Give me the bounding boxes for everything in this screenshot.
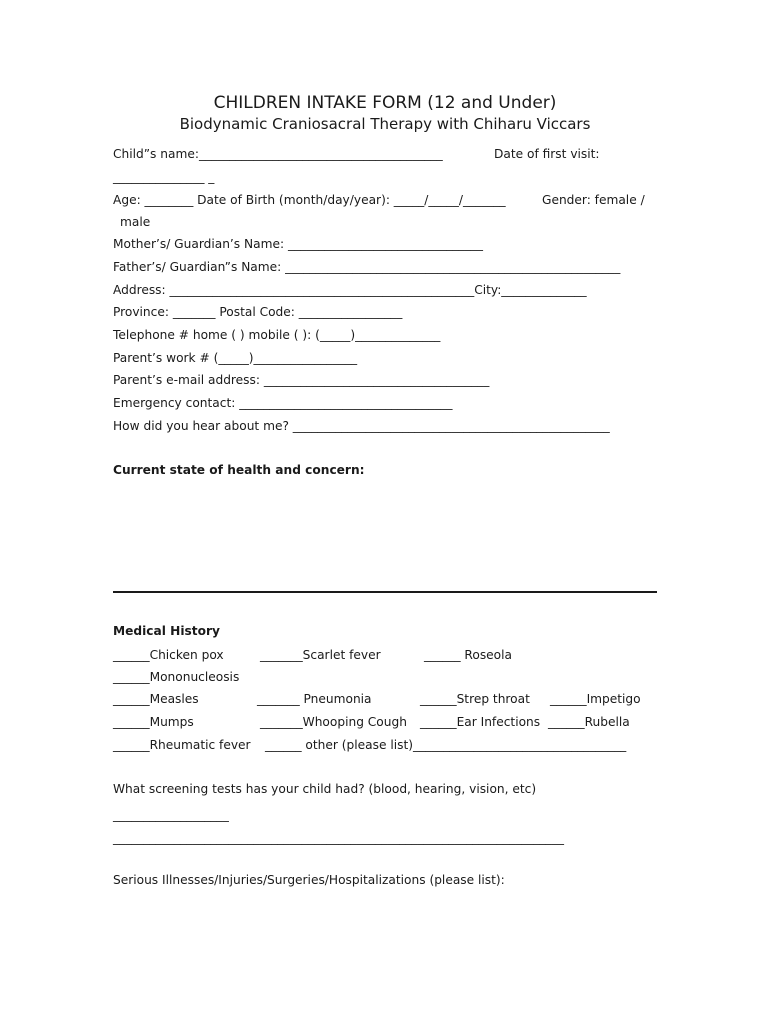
province-field[interactable]: Province: _______ Postal Code: _________________: [113, 305, 403, 319]
parent-email-field[interactable]: Parent’s e-mail address: _____________________________________: [113, 373, 490, 387]
hear-about-field[interactable]: How did you hear about me? ____________________________________________________: [113, 419, 610, 433]
rubella-item[interactable]: ______Rubella: [548, 715, 630, 729]
strep-throat-item[interactable]: ______Strep throat: [420, 692, 530, 706]
age-dob-field[interactable]: Age: ________ Date of Birth (month/day/year): _____/_____/_______: [113, 193, 506, 207]
rheumatic-fever-item[interactable]: ______Rheumatic fever: [113, 738, 251, 752]
mononucleosis-item[interactable]: ______Mononucleosis: [113, 670, 240, 684]
chicken-pox-item[interactable]: ______Chicken pox: [113, 648, 224, 662]
whooping-cough-item[interactable]: _______Whooping Cough: [260, 715, 407, 729]
address-field[interactable]: Address: __________________________________________________City:______________: [113, 283, 587, 297]
parent-work-field[interactable]: Parent’s work # (_____)_________________: [113, 351, 358, 365]
medical-history-heading: Medical History: [113, 624, 220, 638]
child-name-field[interactable]: Child”s name:________________________________________: [113, 147, 443, 161]
other-illness-field[interactable]: ______ other (please list)___________________________________: [265, 738, 627, 752]
screening-answer-line-1[interactable]: ___________________: [113, 808, 229, 822]
screening-answer-line-2[interactable]: __________________________________________________________________________: [113, 831, 564, 845]
roseola-item[interactable]: ______ Roseola: [424, 648, 512, 662]
telephone-field[interactable]: Telephone # home ( ) mobile ( ): (_____)______________: [113, 328, 441, 342]
pneumonia-item[interactable]: _______ Pneumonia: [257, 692, 372, 706]
serious-illnesses-question: Serious Illnesses/Injuries/Surgeries/Hospitalizations (please list):: [113, 873, 505, 887]
first-visit-label: Date of first visit:: [494, 147, 600, 161]
health-heading: Current state of health and concern:: [113, 463, 365, 477]
mother-guardian-field[interactable]: Mother’s/ Guardian’s Name: ________________________________: [113, 237, 483, 251]
form-subtitle: Biodynamic Craniosacral Therapy with Chiharu Viccars: [179, 115, 591, 133]
impetigo-item[interactable]: ______Impetigo: [550, 692, 641, 706]
section-divider: [113, 591, 657, 593]
father-guardian-field[interactable]: Father’s/ Guardian”s Name: _______________________________________________________: [113, 260, 621, 274]
form-title: CHILDREN INTAKE FORM (12 and Under): [213, 93, 557, 113]
screening-question: What screening tests has your child had? (blood, hearing, vision, etc): [113, 782, 537, 796]
emergency-contact-field[interactable]: Emergency contact: ___________________________________: [113, 396, 453, 410]
ear-infections-item[interactable]: ______Ear Infections: [420, 715, 541, 729]
gender-field[interactable]: Gender: female /: [542, 193, 645, 207]
mumps-item[interactable]: ______Mumps: [113, 715, 194, 729]
scarlet-fever-item[interactable]: _______Scarlet fever: [260, 648, 381, 662]
gender-male-option[interactable]: male: [120, 215, 151, 229]
first-visit-field[interactable]: _______________ _: [113, 170, 215, 184]
measles-item[interactable]: ______Measles: [113, 692, 199, 706]
